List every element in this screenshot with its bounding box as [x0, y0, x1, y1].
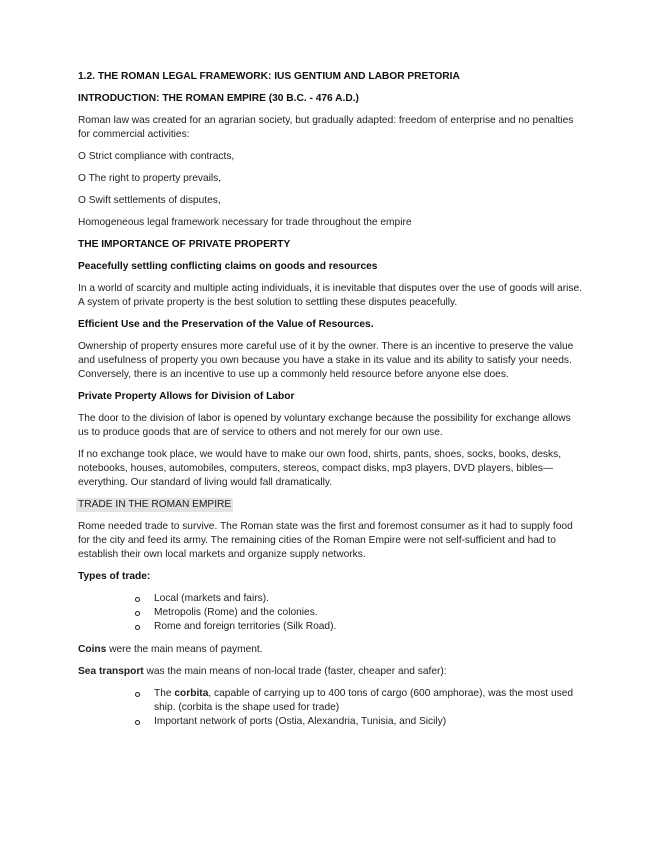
document-title: 1.2. THE ROMAN LEGAL FRAMEWORK: IUS GENTIUM AND LABOR PRETORIA — [78, 71, 460, 82]
document-page — [78, 70, 583, 738]
intro-heading: INTRODUCTION: THE ROMAN EMPIRE (30 B.C. - 476 A.D.) — [78, 93, 359, 104]
intro-text: Roman law was created for an agrarian society, but gradually adapted: freedom of enterprise and no penalties for commercial activities: — [78, 115, 574, 140]
section1-heading: Peacefully settling conflicting claims on goods and resources — [78, 261, 378, 272]
trade-heading-row — [78, 498, 583, 512]
sea-line — [78, 665, 583, 679]
list-item: Rome and foreign territories (Silk Road). — [154, 620, 583, 634]
list-item — [154, 687, 583, 715]
list-item: Metropolis (Rome) and the colonies. — [154, 606, 583, 620]
section1-text: In a world of scarcity and multiple acting individuals, it is inevitable that disputes over the use of goods will arise. A system of private property is the best solution to settling these disputes peacefully. — [78, 283, 582, 308]
intro-point: O Strict compliance with contracts, — [78, 151, 235, 162]
section3-text2: If no exchange took place, we would have to make our own food, shirts, pants, shoes, socks, books, desks, notebooks, houses, automobiles, computers, stereos, compact disks, mp3 players, DVD players, bibles—everything. Our standard of living would fall dramatically. — [78, 449, 562, 488]
list-item: Important network of ports (Ostia, Alexandria, Tunisia, and Sicily) — [154, 715, 583, 729]
coins-line — [78, 643, 583, 657]
list-item: Local (markets and fairs). — [154, 592, 583, 606]
trade-text: Rome needed trade to survive. The Roman state was the first and foremost consumer as it had to supply food for the city and feed its army. The remaining cities of the Roman Empire were not self-sufficient and had to establish their own local markets and organize supply networks. — [78, 521, 573, 560]
property-heading: THE IMPORTANCE OF PRIVATE PROPERTY — [78, 239, 291, 250]
sea-rest: was the main means of non-local trade (faster, cheaper and safer): — [143, 666, 447, 677]
section3-heading: Private Property Allows for Division of Labor — [78, 391, 295, 402]
types-label: Types of trade: — [78, 571, 151, 582]
intro-point: O Swift settlements of disputes, — [78, 195, 221, 206]
intro-conclusion: Homogeneous legal framework necessary for trade throughout the empire — [78, 217, 412, 228]
coins-rest: were the main means of payment. — [106, 644, 263, 655]
sea-bold: Sea transport — [78, 666, 144, 677]
coins-bold: Coins — [78, 644, 107, 655]
trade-heading: TRADE IN THE ROMAN EMPIRE — [78, 499, 232, 510]
section2-heading: Efficient Use and the Preservation of the Value of Resources. — [78, 319, 374, 330]
types-list — [78, 592, 583, 634]
section3-text1: The door to the division of labor is opened by voluntary exchange because the possibility for exchange allows us to produce goods that are of service to others and not merely for our own use. — [78, 413, 571, 438]
sea-item1-pre: The — [154, 688, 175, 699]
sea-item1-post: , capable of carrying up to 400 tons of cargo (600 amphorae), was the most used ship. (corbita is the shape used for trade) — [154, 688, 574, 713]
corbita-bold: corbita — [174, 688, 209, 699]
sea-list — [78, 687, 583, 729]
section2-text: Ownership of property ensures more careful use of it by the owner. There is an incentive to preserve the value and usefulness of property you own because you have a stake in its value and its ability to satisfy your needs. Conversely, there is an incentive to use up a commonly held resource before anyone else does. — [78, 341, 574, 380]
intro-point: O The right to property prevails, — [78, 173, 222, 184]
